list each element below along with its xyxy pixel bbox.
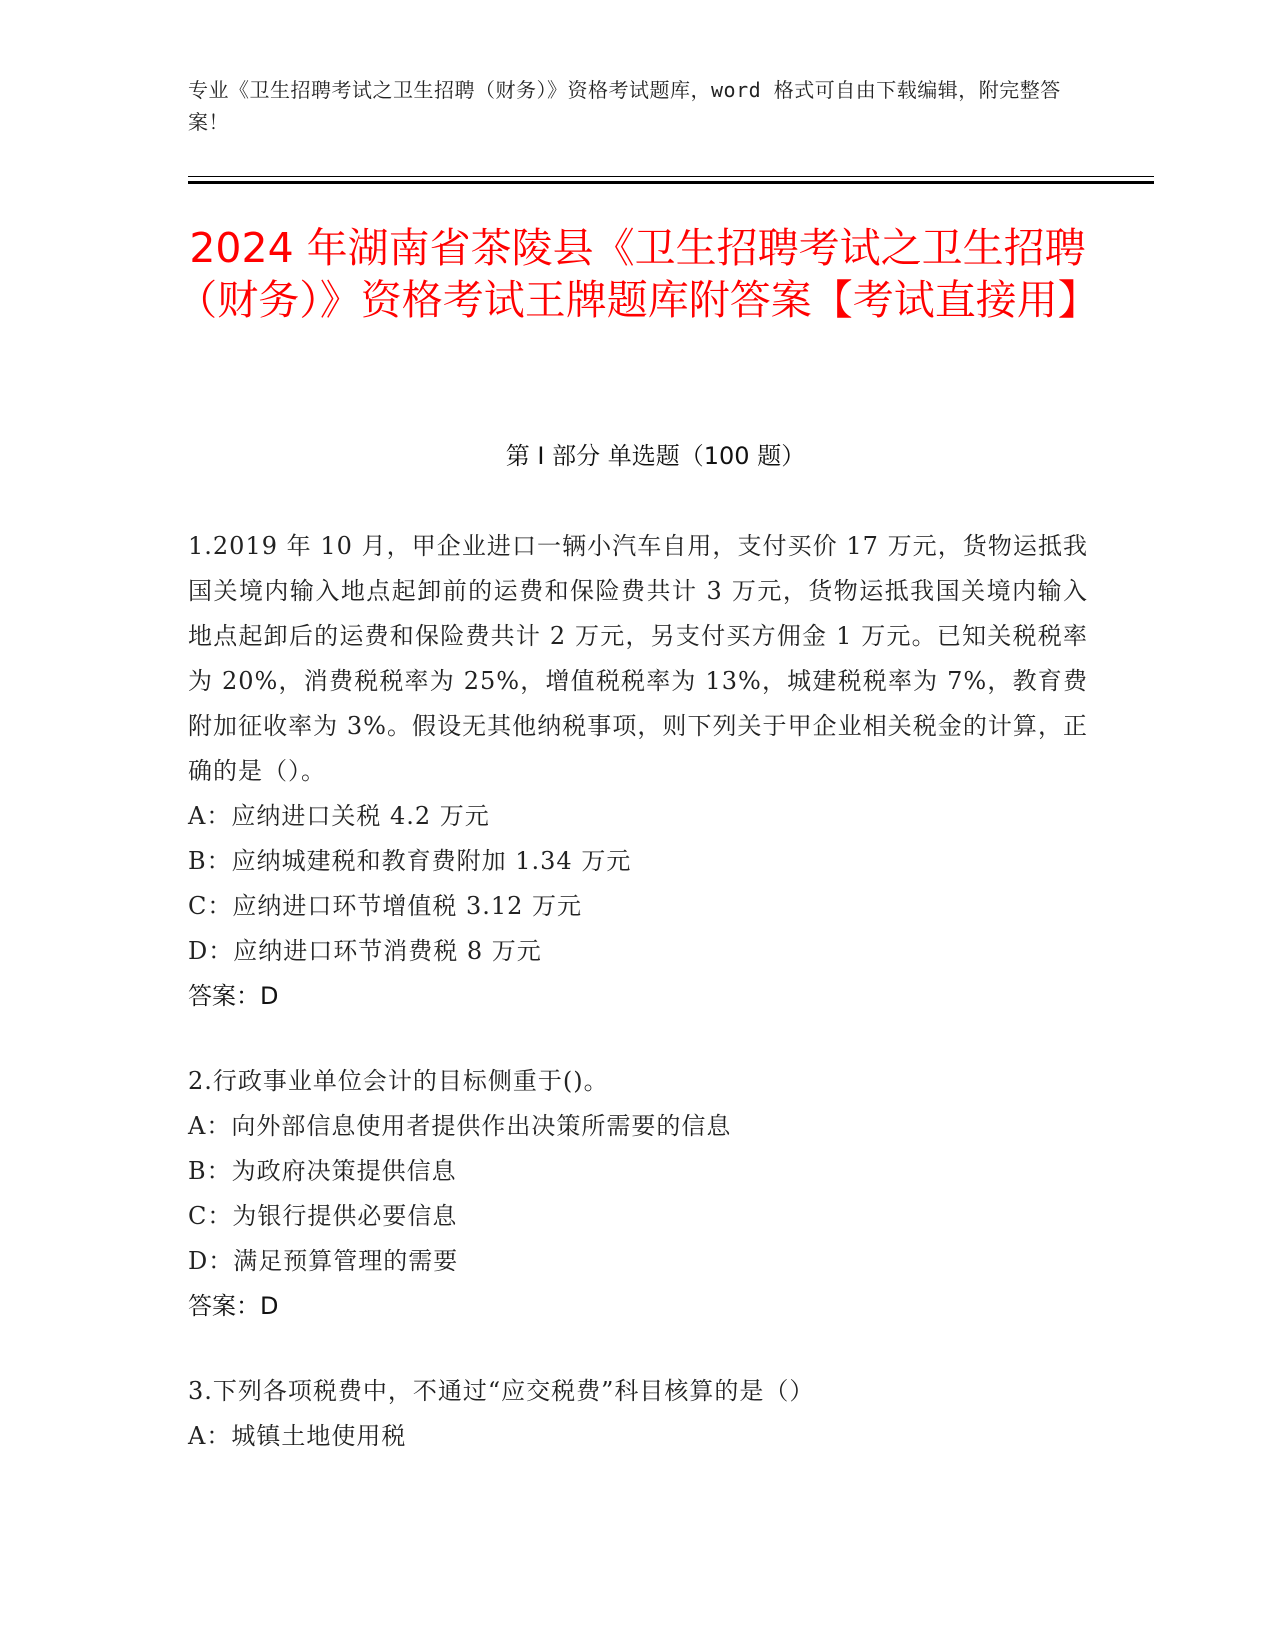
header-divider-thin bbox=[188, 176, 1154, 177]
question-text: 3.下列各项税费中，不通过“应交税费”科目核算的是（） bbox=[188, 1377, 815, 1405]
option-a: A：城镇土地使用税 bbox=[188, 1422, 407, 1450]
question-text: 1.2019 年 10 月，甲企业进口一辆小汽车自用，支付买价 17 万元，货物运抵我国关境内输入地点起卸前的运费和保险费共计 3 万元，货物运抵我国关境内输入地点起卸后的运费和保险费共计 2 万元，另支付买方佣金 1 万元。已知关税税率为 20%，消费税税率为 25%，增值税税率为 13%，城建税税率为 7%，教育费附加征收率为 3%。假设无其他纳税事项，则下列关于甲企业相关税金的计算，正确的是（）。 bbox=[188, 532, 1088, 785]
option-c: C：为银行提供必要信息 bbox=[188, 1202, 458, 1230]
header-divider-thick bbox=[188, 181, 1154, 184]
option-c: C：应纳进口环节增值税 3.12 万元 bbox=[188, 892, 583, 920]
section-heading: 第 I 部分 单选题（100 题） bbox=[505, 442, 806, 470]
answer: 答案：D bbox=[188, 982, 279, 1010]
header-note: 专业《卫生招聘考试之卫生招聘（财务）》资格考试题库，word 格式可自由下载编辑，附完整答案！ bbox=[188, 78, 1061, 134]
option-a: A：应纳进口关税 4.2 万元 bbox=[188, 802, 490, 830]
option-d: D：满足预算管理的需要 bbox=[188, 1247, 459, 1275]
option-b: B：应纳城建税和教育费附加 1.34 万元 bbox=[188, 847, 632, 875]
option-d: D：应纳进口环节消费税 8 万元 bbox=[188, 937, 542, 965]
question-1 bbox=[188, 524, 1088, 1019]
option-a: A：向外部信息使用者提供作出决策所需要的信息 bbox=[188, 1112, 732, 1140]
question-list bbox=[188, 524, 1088, 1499]
question-2 bbox=[188, 1059, 1088, 1329]
document-title: 2024 年湖南省茶陵县《卫生招聘考试之卫生招聘（财务）》资格考试王牌题库附答案【考试直接用】 bbox=[176, 224, 1099, 324]
question-3 bbox=[188, 1369, 1088, 1459]
question-text: 2.行政事业单位会计的目标侧重于()。 bbox=[188, 1067, 609, 1095]
option-b: B：为政府决策提供信息 bbox=[188, 1157, 457, 1185]
answer: 答案：D bbox=[188, 1292, 279, 1320]
